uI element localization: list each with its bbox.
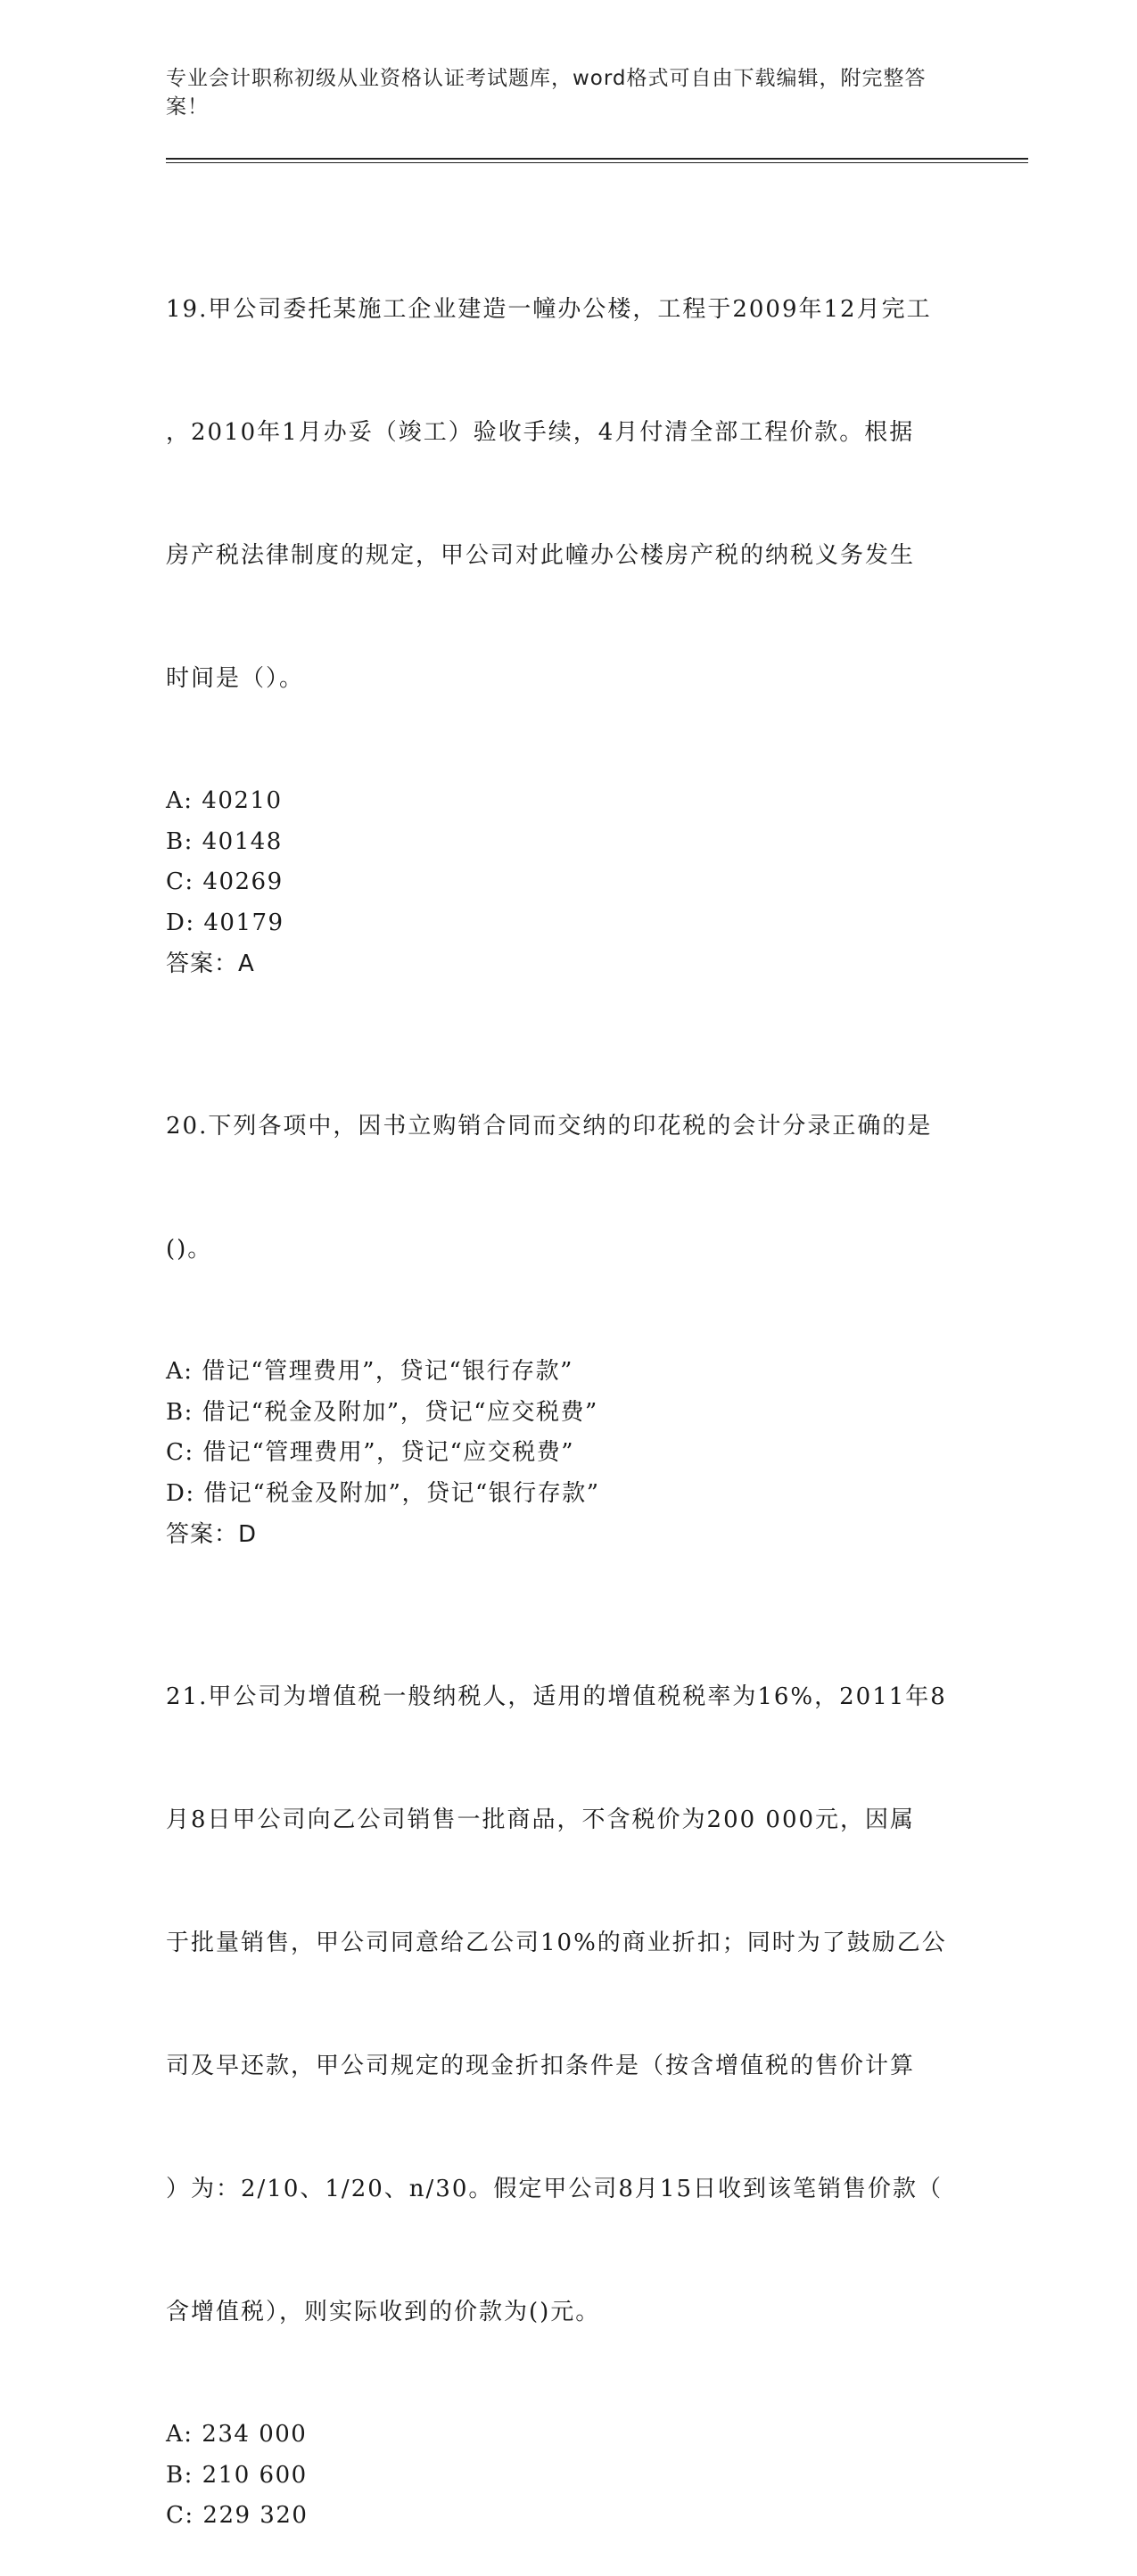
option-c: C: 229 320 (166, 2502, 309, 2529)
option-a: A: 借记“管理费用”，贷记“银行存款” (166, 1358, 573, 1385)
stem-line: ）为：2/10、1/20、n/30。假定甲公司8月15日收到该笔销售价款（ (166, 2176, 943, 2202)
question-20 (166, 1024, 968, 1555)
answer-label: 答案：A (166, 951, 255, 977)
stem-line: 房产税法律制度的规定，甲公司对此幢办公楼房产税的纳税义务发生 (166, 542, 916, 569)
stem-line: 月8日甲公司向乙公司销售一批商品，不含税价为200 000元，因属 (166, 1806, 916, 1833)
header-divider-thin (166, 162, 1028, 163)
stem-line: 时间是（）。 (166, 665, 305, 692)
stem-line: ()。 (166, 1236, 213, 1263)
stem-line: 司及早还款，甲公司规定的现金折扣条件是（按含增值税的售价计算 (166, 2053, 916, 2079)
question-stem (166, 1594, 968, 2415)
question-stem (166, 1024, 968, 1352)
stem-line: 21.甲公司为增值税一般纳税人，适用的增值税税率为16%，2011年8 (166, 1683, 947, 1710)
option-d: D: 借记“税金及附加”，贷记“银行存款” (166, 1479, 600, 1507)
stem-line: ，2010年1月办妥（竣工）验收手续，4月付清全部工程价款。根据 (166, 419, 915, 446)
question-19 (166, 207, 968, 984)
option-b: B: 210 600 (166, 2461, 308, 2489)
answer-label: 答案：D (166, 1521, 258, 1548)
stem-line: 19.甲公司委托某施工企业建造一幢办公楼，工程于2009年12月完工 (166, 296, 932, 323)
page-header: 专业会计职称初级从业资格认证考试题库，word格式可自由下载编辑，附完整答案！ (166, 67, 927, 119)
option-c: C: 40269 (166, 868, 284, 895)
stem-line: 于批量销售，甲公司同意给乙公司10%的商业折扣；同时为了鼓励乙公 (166, 1930, 947, 1956)
option-d: D: 40179 (166, 909, 284, 936)
header-divider-thick (166, 158, 1028, 160)
question-stem (166, 207, 968, 781)
stem-line: 20.下列各项中，因书立购销合同而交纳的印花税的会计分录正确的是 (166, 1113, 933, 1140)
option-a: A: 40210 (166, 787, 283, 814)
option-b: B: 借记“税金及附加”，贷记“应交税费” (166, 1398, 598, 1426)
option-a: A: 234 000 (166, 2421, 308, 2448)
question-21 (166, 1594, 968, 2537)
option-b: B: 40148 (166, 827, 283, 855)
stem-line: 含增值税），则实际收到的价款为()元。 (166, 2299, 601, 2325)
question-list (166, 207, 968, 2576)
option-c: C: 借记“管理费用”，贷记“应交税费” (166, 1439, 575, 1466)
